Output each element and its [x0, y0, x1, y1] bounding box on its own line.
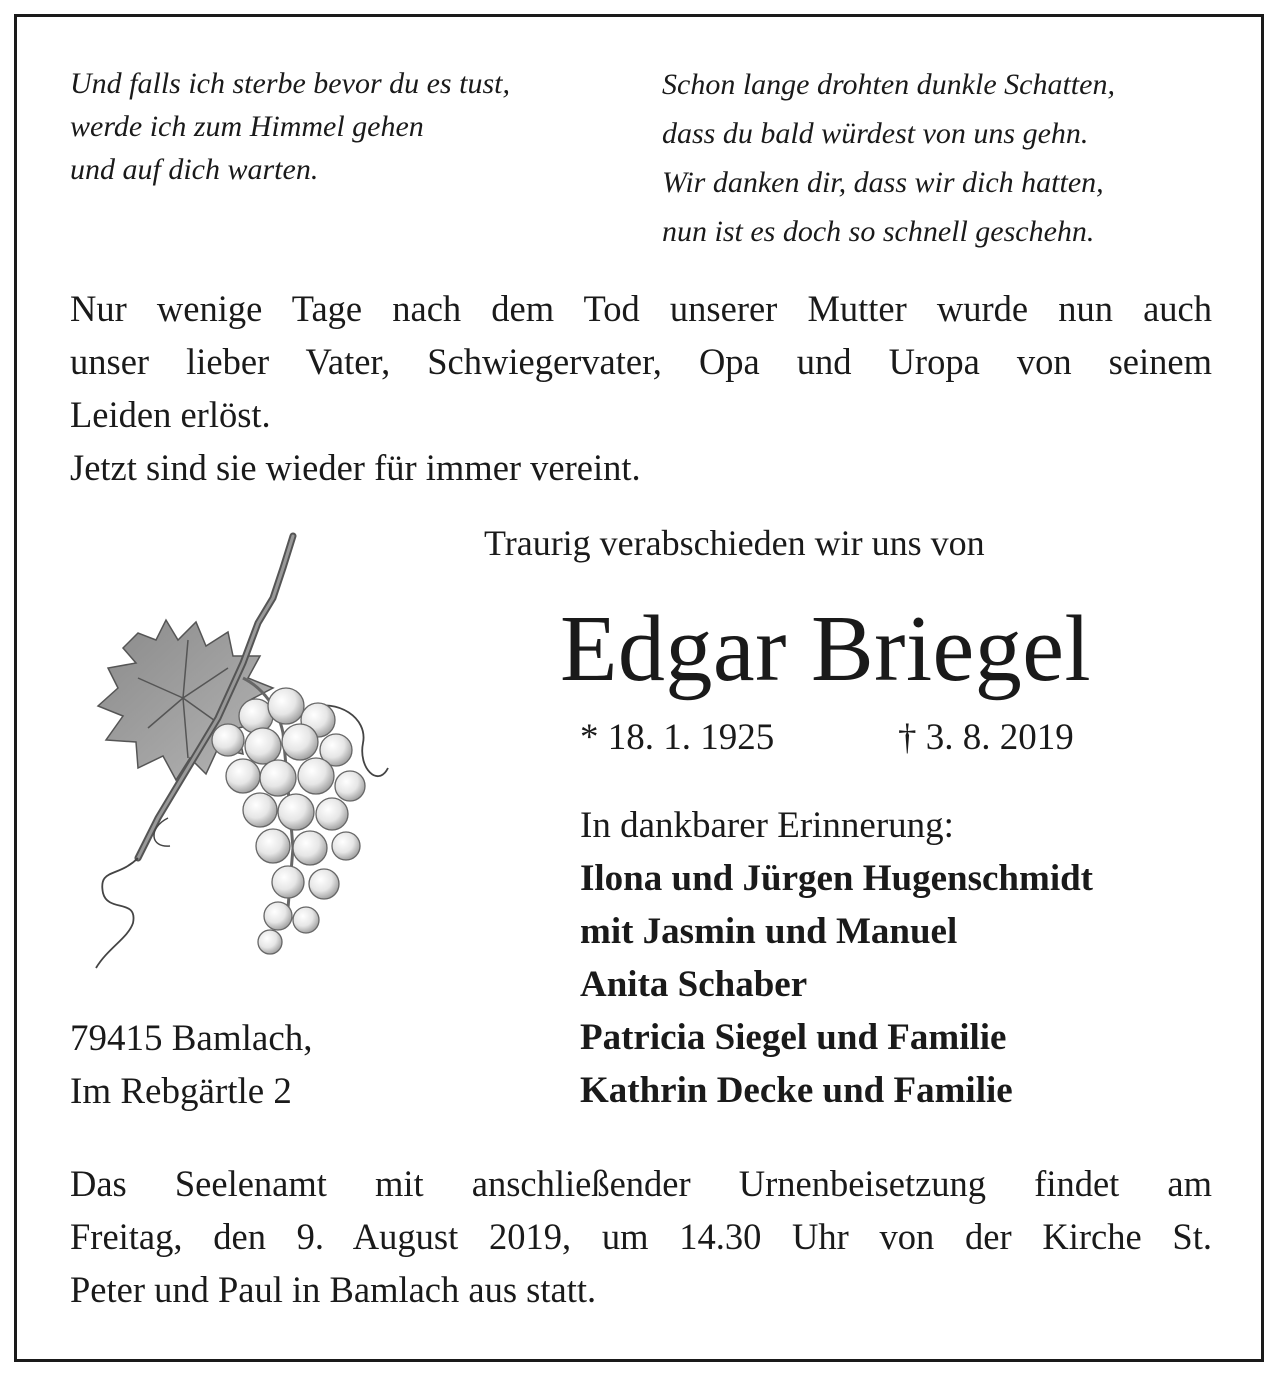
mourner-line: Ilona und Jürgen Hugenschmidt: [580, 858, 1093, 899]
poem-left: [70, 62, 510, 191]
service-line: Peter und Paul in Bamlach aus statt.: [70, 1269, 597, 1310]
poem-line: dass du bald würdest von uns gehn.: [662, 117, 1089, 150]
mourners-block: [580, 799, 1093, 1117]
mourner-line: Patricia Siegel und Familie: [580, 1017, 1007, 1058]
mourner-line: Anita Schaber: [580, 964, 808, 1005]
intro-line: Jetzt sind sie wieder für immer vereint.: [70, 447, 641, 488]
mourner-line: mit Jasmin und Manuel: [580, 911, 958, 952]
deceased-name: Edgar Briegel: [560, 597, 1092, 701]
service-line: Freitag, den 9. August 2019, um 14.30 Uhr von der Kirche St.: [70, 1216, 1212, 1257]
poem-line: Und falls ich sterbe bevor du es tust,: [70, 67, 510, 100]
service-text: [70, 1157, 1212, 1316]
poem-line: werde ich zum Himmel gehen: [70, 110, 424, 143]
intro-line: Leiden erlöst.: [70, 394, 271, 435]
farewell-line: Traurig verabschieden wir uns von: [484, 523, 985, 563]
mourner-line: Kathrin Decke und Familie: [580, 1070, 1013, 1111]
service-line: Das Seelenamt mit anschließender Urnenbeisetzung findet am: [70, 1163, 1212, 1204]
intro-line: unser lieber Vater, Schwiegervater, Opa und Uropa von seinem: [70, 341, 1212, 382]
intro-line: Nur wenige Tage nach dem Tod unserer Mutter wurde nun auch: [70, 288, 1212, 329]
address-block: [70, 1012, 313, 1118]
poem-right: [662, 60, 1115, 256]
birth-date: * 18. 1. 1925: [580, 717, 775, 758]
address-line: Im Rebgärtle 2: [70, 1071, 292, 1112]
intro-text: [70, 282, 1212, 494]
poem-line: Wir danken dir, dass wir dich hatten,: [662, 166, 1104, 199]
poem-line: und auf dich warten.: [70, 153, 319, 186]
poem-line: Schon lange drohten dunkle Schatten,: [662, 68, 1115, 101]
memory-heading: In dankbarer Erinnerung:: [580, 805, 954, 846]
address-line: 79415 Bamlach,: [70, 1018, 313, 1059]
grape-cluster-icon: [78, 528, 398, 980]
poem-line: nun ist es doch so schnell geschehn.: [662, 215, 1095, 248]
death-date: † 3. 8. 2019: [898, 717, 1074, 758]
